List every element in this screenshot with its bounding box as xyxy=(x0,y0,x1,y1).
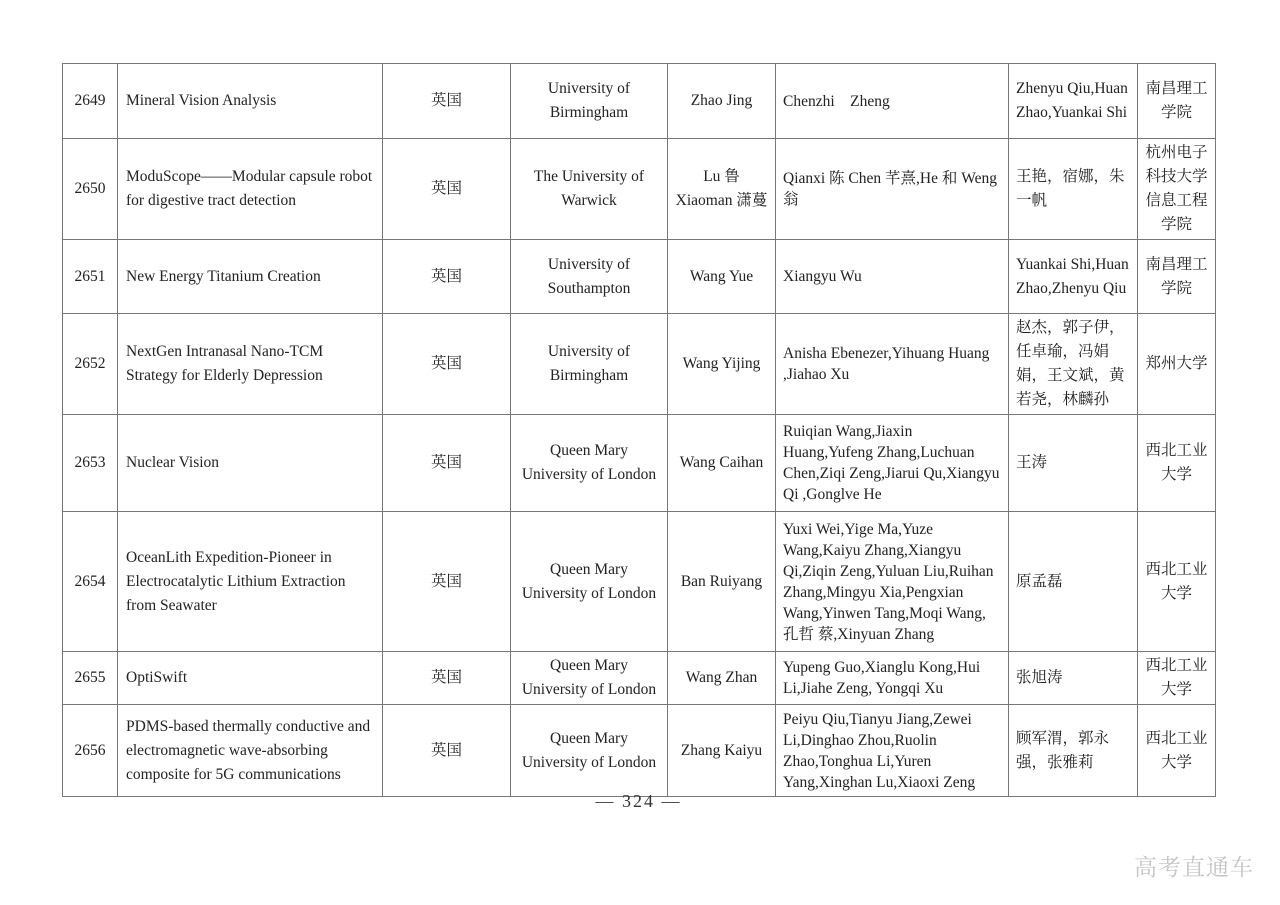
cell-leader-name: Zhang Kaiyu xyxy=(668,705,776,797)
table-row xyxy=(63,705,1216,797)
cell-advisors: 王艳，宿娜，朱一帆 xyxy=(1009,139,1138,240)
cell-institution: 郑州大学 xyxy=(1138,314,1216,415)
cell-country: 英国 xyxy=(383,139,511,240)
table-row xyxy=(63,415,1216,512)
table-row xyxy=(63,64,1216,139)
cell-entry-id: 2654 xyxy=(63,512,118,652)
cell-project-title: New Energy Titanium Creation xyxy=(118,240,383,314)
cell-project-title: Mineral Vision Analysis xyxy=(118,64,383,139)
cell-university: University of Southampton xyxy=(511,240,668,314)
cell-institution: 西北工业大学 xyxy=(1138,415,1216,512)
cell-team-members: Qianxi 陈 Chen 芊熹,He 和 Weng 翁 xyxy=(776,139,1009,240)
cell-university: Queen Mary University of London xyxy=(511,705,668,797)
cell-country: 英国 xyxy=(383,652,511,705)
table-row xyxy=(63,512,1216,652)
cell-institution: 西北工业大学 xyxy=(1138,512,1216,652)
cell-advisors: Yuankai Shi,Huan Zhao,Zhenyu Qiu xyxy=(1009,240,1138,314)
cell-leader-name: Wang Zhan xyxy=(668,652,776,705)
page-number: — 324 — xyxy=(595,791,682,811)
cell-team-members: Xiangyu Wu xyxy=(776,240,1009,314)
table-row xyxy=(63,240,1216,314)
cell-leader-name: Wang Yijing xyxy=(668,314,776,415)
entries-table xyxy=(62,63,1216,797)
cell-university: University of Birmingham xyxy=(511,64,668,139)
cell-leader-name: Wang Yue xyxy=(668,240,776,314)
cell-country: 英国 xyxy=(383,240,511,314)
cell-project-title: ModuScope——Modular capsule robot for digestive tract detection xyxy=(118,139,383,240)
cell-team-members: Yuxi Wei,Yige Ma,Yuze Wang,Kaiyu Zhang,Xiangyu Qi,Ziqin Zeng,Yuluan Liu,Ruihan Zhang,Mingyu Xia,Pengxian Wang,Yinwen Tang,Moqi Wang,孔哲 蔡,Xinyuan Zhang xyxy=(776,512,1009,652)
cell-team-members: Peiyu Qiu,Tianyu Jiang,Zewei Li,Dinghao Zhou,Ruolin Zhao,Tonghua Li,Yuren Yang,Xinghan Lu,Xiaoxi Zeng xyxy=(776,705,1009,797)
table-row xyxy=(63,314,1216,415)
cell-project-title: Nuclear Vision xyxy=(118,415,383,512)
cell-team-members: Chenzhi Zheng xyxy=(776,64,1009,139)
cell-institution: 西北工业大学 xyxy=(1138,652,1216,705)
cell-institution: 西北工业大学 xyxy=(1138,705,1216,797)
cell-institution: 杭州电子科技大学信息工程学院 xyxy=(1138,139,1216,240)
cell-advisors: 顾军渭，郭永强，张雅莉 xyxy=(1009,705,1138,797)
cell-leader-name: Ban Ruiyang xyxy=(668,512,776,652)
cell-project-title: PDMS-based thermally conductive and electromagnetic wave-absorbing composite for 5G communications xyxy=(118,705,383,797)
cell-country: 英国 xyxy=(383,314,511,415)
table-row xyxy=(63,139,1216,240)
cell-advisors: 张旭涛 xyxy=(1009,652,1138,705)
cell-project-title: OceanLith Expedition-Pioneer in Electrocatalytic Lithium Extraction from Seawater xyxy=(118,512,383,652)
cell-advisors: 王涛 xyxy=(1009,415,1138,512)
cell-project-title: NextGen Intranasal Nano-TCM Strategy for Elderly Depression xyxy=(118,314,383,415)
cell-team-members: Yupeng Guo,Xianglu Kong,Hui Li,Jiahe Zeng, Yongqi Xu xyxy=(776,652,1009,705)
cell-university: The University of Warwick xyxy=(511,139,668,240)
cell-project-title: OptiSwift xyxy=(118,652,383,705)
cell-university: University of Birmingham xyxy=(511,314,668,415)
cell-team-members: Ruiqian Wang,Jiaxin Huang,Yufeng Zhang,Luchuan Chen,Ziqi Zeng,Jiarui Qu,Xiangyu Qi ,Gonglve He xyxy=(776,415,1009,512)
cell-entry-id: 2655 xyxy=(63,652,118,705)
cell-country: 英国 xyxy=(383,512,511,652)
cell-institution: 南昌理工学院 xyxy=(1138,64,1216,139)
cell-institution: 南昌理工学院 xyxy=(1138,240,1216,314)
cell-entry-id: 2651 xyxy=(63,240,118,314)
cell-advisors: Zhenyu Qiu,Huan Zhao,Yuankai Shi xyxy=(1009,64,1138,139)
cell-entry-id: 2649 xyxy=(63,64,118,139)
cell-country: 英国 xyxy=(383,705,511,797)
cell-advisors: 原孟磊 xyxy=(1009,512,1138,652)
cell-leader-name: Zhao Jing xyxy=(668,64,776,139)
cell-team-members: Anisha Ebenezer,Yihuang Huang ,Jiahao Xu xyxy=(776,314,1009,415)
table-row xyxy=(63,652,1216,705)
watermark-text: 高考直通车 xyxy=(1134,854,1254,880)
cell-leader-name: Lu 鲁 Xiaoman 潇蔓 xyxy=(668,139,776,240)
cell-entry-id: 2656 xyxy=(63,705,118,797)
cell-advisors: 赵杰，郭子伊，任卓瑜，冯娟娟，王文斌，黄若尧，林麟孙 xyxy=(1009,314,1138,415)
cell-entry-id: 2652 xyxy=(63,314,118,415)
cell-entry-id: 2653 xyxy=(63,415,118,512)
cell-country: 英国 xyxy=(383,64,511,139)
cell-university: Queen Mary University of London xyxy=(511,415,668,512)
cell-leader-name: Wang Caihan xyxy=(668,415,776,512)
cell-university: Queen Mary University of London xyxy=(511,512,668,652)
cell-university: Queen Mary University of London xyxy=(511,652,668,705)
cell-country: 英国 xyxy=(383,415,511,512)
cell-entry-id: 2650 xyxy=(63,139,118,240)
